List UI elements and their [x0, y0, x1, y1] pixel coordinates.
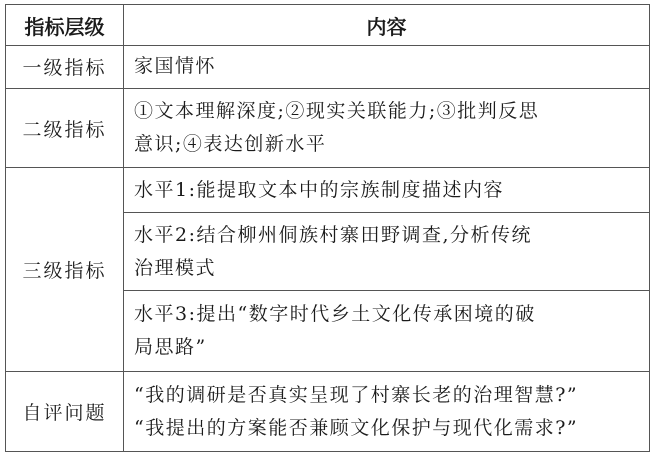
header-level: 指标层级	[6, 5, 124, 46]
content-cell	[124, 213, 650, 291]
content-line: 水平3:提出“数字时代乡土文化传承困境的破	[134, 303, 536, 326]
level-cell: 二级指标	[6, 88, 124, 168]
content-line: 水平1:能提取文本中的宗族制度描述内容	[134, 178, 504, 201]
content-line: 家国情怀	[134, 55, 217, 78]
content-line: “我提出的方案能否兼顾文化保护与现代化需求?”	[134, 416, 579, 439]
level-cell: 一级指标	[6, 46, 124, 89]
content-cell	[124, 372, 650, 452]
content-cell	[124, 168, 650, 213]
level-cell: 三级指标	[6, 168, 124, 372]
content-line: 水平2:结合柳州侗族村寨田野调查,分析传统	[134, 223, 533, 246]
content-line: “我的调研是否真实呈现了村寨长老的治理智慧?”	[134, 383, 579, 406]
row-level-3-a	[6, 168, 650, 213]
indicator-table	[5, 4, 650, 452]
content-cell	[124, 46, 650, 89]
row-self-eval	[6, 372, 650, 452]
content-line: 局思路”	[134, 336, 207, 359]
level-cell: 自评问题	[6, 372, 124, 452]
row-level-2	[6, 88, 650, 168]
content-line: 意识;④表达创新水平	[134, 133, 327, 156]
content-line: 治理模式	[134, 256, 217, 279]
header-content: 内容	[124, 5, 650, 46]
content-cell	[124, 290, 650, 372]
content-cell	[124, 88, 650, 168]
row-level-1	[6, 46, 650, 89]
header-row	[6, 5, 650, 46]
content-line: ①文本理解深度;②现实关联能力;③批判反思	[134, 100, 540, 123]
